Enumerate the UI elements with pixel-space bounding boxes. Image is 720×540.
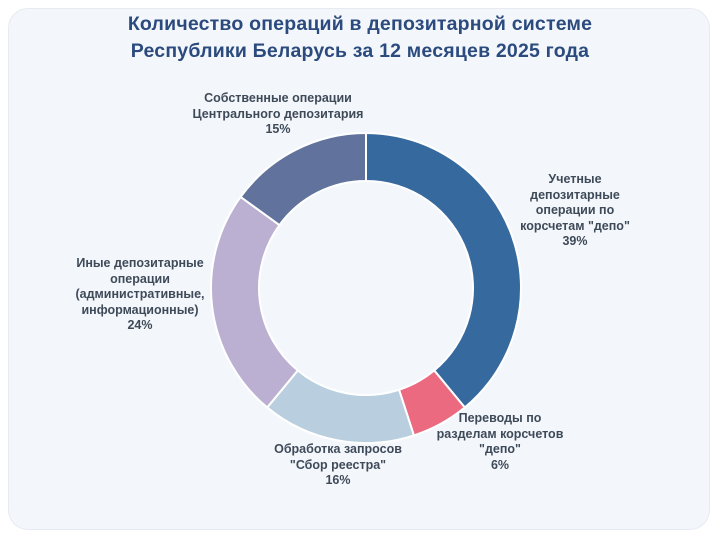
label-line: Собственные операции [204,91,352,105]
label-line: операции [110,271,170,286]
donut-slice-4 [241,133,366,225]
label-line: Иные депозитарные [76,256,204,270]
label-line: информационные) [81,302,199,317]
slice-label-perevody [437,411,564,473]
slice-label-uchetnye-operacii [520,172,630,250]
donut-slice-0 [366,133,521,407]
slice-label-inye-operacii [75,256,204,334]
label-line: операции по [535,203,615,217]
label-line: "Сбор реестра" [289,457,387,472]
label-line: Обработка запросов [274,442,402,456]
donut-slice-3 [211,197,298,408]
slice-percent: 16% [325,473,351,487]
label-line: "депо" [479,442,521,456]
label-line: разделам корсчетов [436,426,564,441]
slice-percent: 6% [490,457,510,472]
slice-percent: 24% [127,318,153,332]
slice-percent: 15% [265,122,291,136]
label-line: Учетные [548,172,602,186]
label-line: Переводы по [458,411,542,425]
slice-label-obrabotka-zaprosov [274,442,402,489]
label-line: депозитарные [530,187,620,202]
slice-percent: 39% [562,234,588,248]
label-line: корсчетам "депо" [520,218,630,233]
label-line: Центрального депозитария [192,106,364,121]
slice-label-sobstvennye-operacii [193,91,364,138]
chart-title-line-1: Количество операций в депозитарной системе [127,13,593,35]
chart-title-line-2: Республики Беларусь за 12 месяцев 2025 года [130,40,590,62]
label-line: (административные, [75,287,205,301]
